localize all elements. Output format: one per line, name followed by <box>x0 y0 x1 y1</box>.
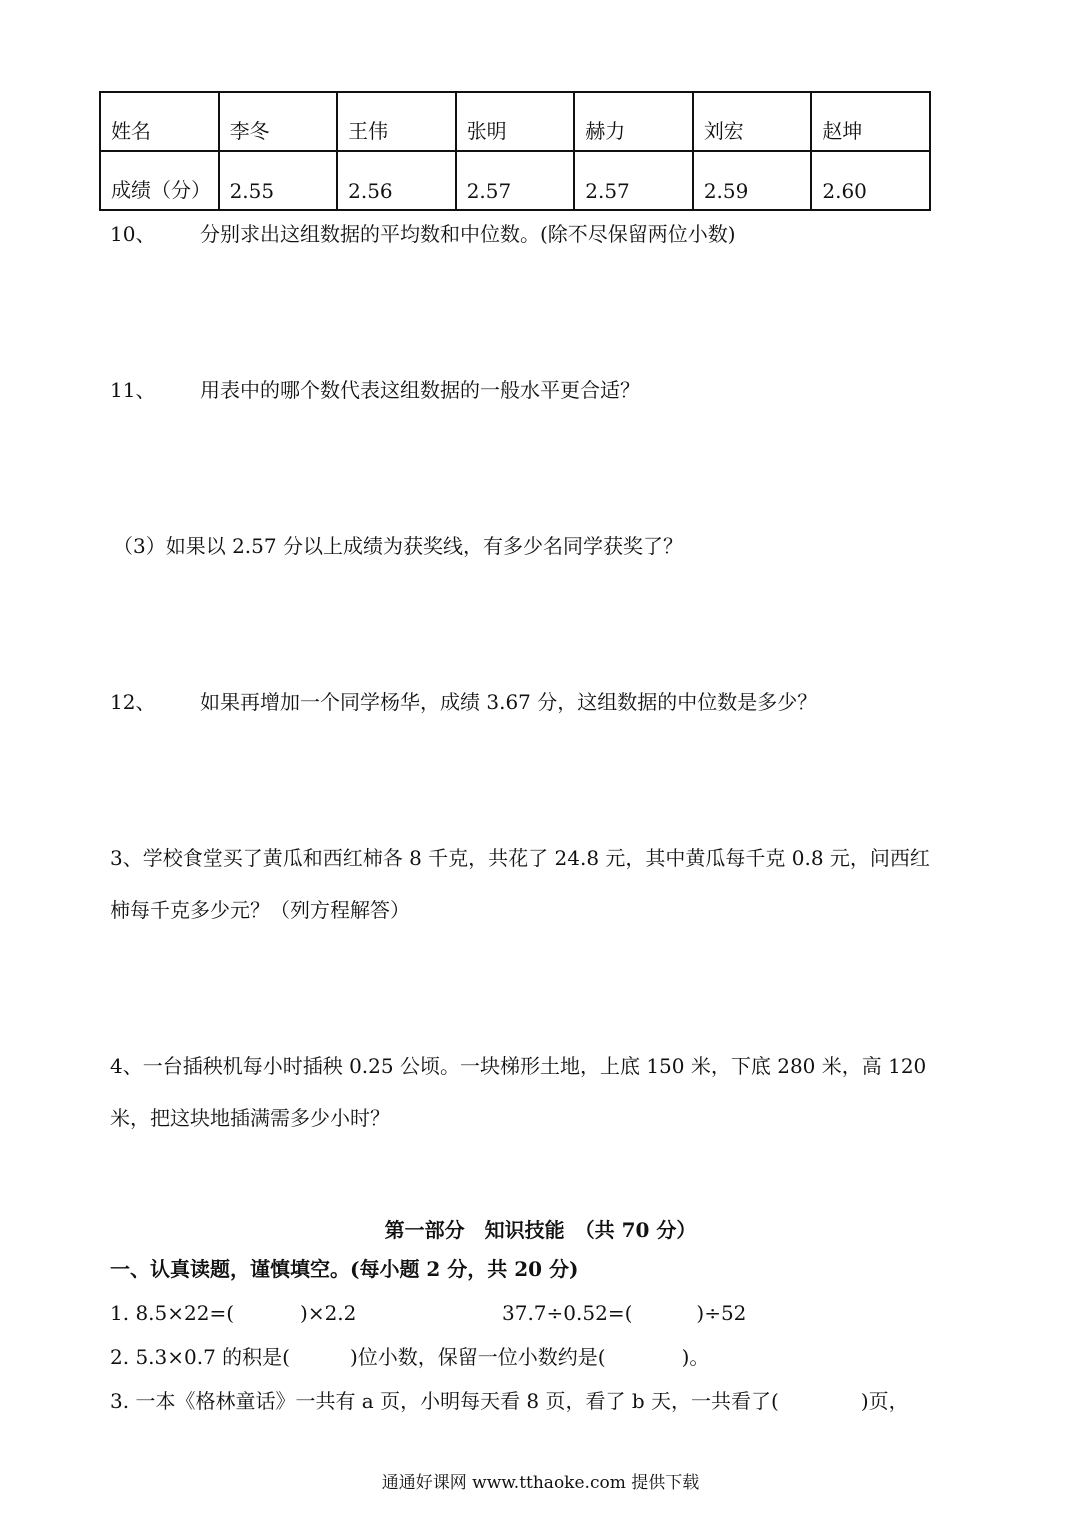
fill-item-3-suffix: )页， <box>860 1389 909 1413</box>
table-cell: 2.56 <box>337 151 456 210</box>
section-heading: 一、认真读题，谨慎填空。(每小题 2 分，共 20 分) <box>110 1257 579 1281</box>
question-10-number: 10、 <box>110 222 156 246</box>
question-11-text: 用表中的哪个数代表这组数据的一般水平更合适？ <box>200 378 640 402</box>
table-cell: 王伟 <box>337 92 456 151</box>
question-12-number: 12、 <box>110 690 156 714</box>
table-cell: 2.57 <box>456 151 575 210</box>
table-cell: 2.55 <box>219 151 338 210</box>
question-11-number: 11、 <box>110 378 156 402</box>
score-table <box>99 91 931 211</box>
fill-item-1a <box>110 1303 356 1323</box>
problem-4-line-1: 4、一台插秧机每小时插秧 0.25 公顷。一块梯形土地，上底 150 米，下底 280 米，高 120 <box>110 1054 927 1078</box>
table-cell: 2.60 <box>811 151 930 210</box>
fill-item-3 <box>110 1391 909 1411</box>
problem-4-line-2: 米，把这块地插满需多少小时？ <box>110 1106 390 1130</box>
table-cell: 赫力 <box>574 92 693 151</box>
table-cell: 2.57 <box>574 151 693 210</box>
question-3-subpart: （3）如果以 2.57 分以上成绩为获奖线，有多少名同学获奖了？ <box>113 534 683 558</box>
page-footer: 通通好课网 www.tthaoke.com 提供下载 <box>381 1473 700 1493</box>
table-cell: 2.59 <box>693 151 812 210</box>
fill-item-3-prefix: 3. 一本《格林童话》一共有 a 页，小明每天看 8 页，看了 b 天，一共看了( <box>110 1389 779 1413</box>
question-10-text: 分别求出这组数据的平均数和中位数。(除不尽保留两位小数) <box>200 222 736 246</box>
table-cell: 李冬 <box>219 92 338 151</box>
table-cell: 刘宏 <box>693 92 812 151</box>
fill-item-1b-prefix: 37.7÷0.52=( <box>502 1301 633 1325</box>
question-12-text: 如果再增加一个同学杨华，成绩 3.67 分，这组数据的中位数是多少？ <box>200 690 818 714</box>
fill-item-1a-prefix: 1. 8.5×22=( <box>110 1301 235 1325</box>
table-cell: 赵坤 <box>811 92 930 151</box>
problem-3-line-1: 3、学校食堂买了黄瓜和西红柿各 8 千克，共花了 24.8 元，其中黄瓜每千克 0.8 元，问西红 <box>110 846 930 870</box>
fill-item-2 <box>110 1347 709 1367</box>
fill-item-2-prefix: 2. 5.3×0.7 的积是( <box>110 1345 290 1369</box>
table-cell: 成绩（分） <box>100 151 219 210</box>
fill-item-1a-suffix: )×2.2 <box>300 1301 357 1325</box>
table-row <box>100 151 930 210</box>
table-row <box>100 92 930 151</box>
table-cell: 张明 <box>456 92 575 151</box>
part-title: 第一部分 知识技能 （共 70 分） <box>384 1218 697 1242</box>
table-cell: 姓名 <box>100 92 219 151</box>
fill-item-2-suffix: )。 <box>681 1345 710 1369</box>
fill-item-1b-suffix: )÷52 <box>696 1301 747 1325</box>
fill-item-1b <box>502 1303 746 1323</box>
fill-item-2-middle: )位小数，保留一位小数约是( <box>349 1345 606 1369</box>
problem-3-line-2: 柿每千克多少元？（列方程解答） <box>110 898 410 922</box>
